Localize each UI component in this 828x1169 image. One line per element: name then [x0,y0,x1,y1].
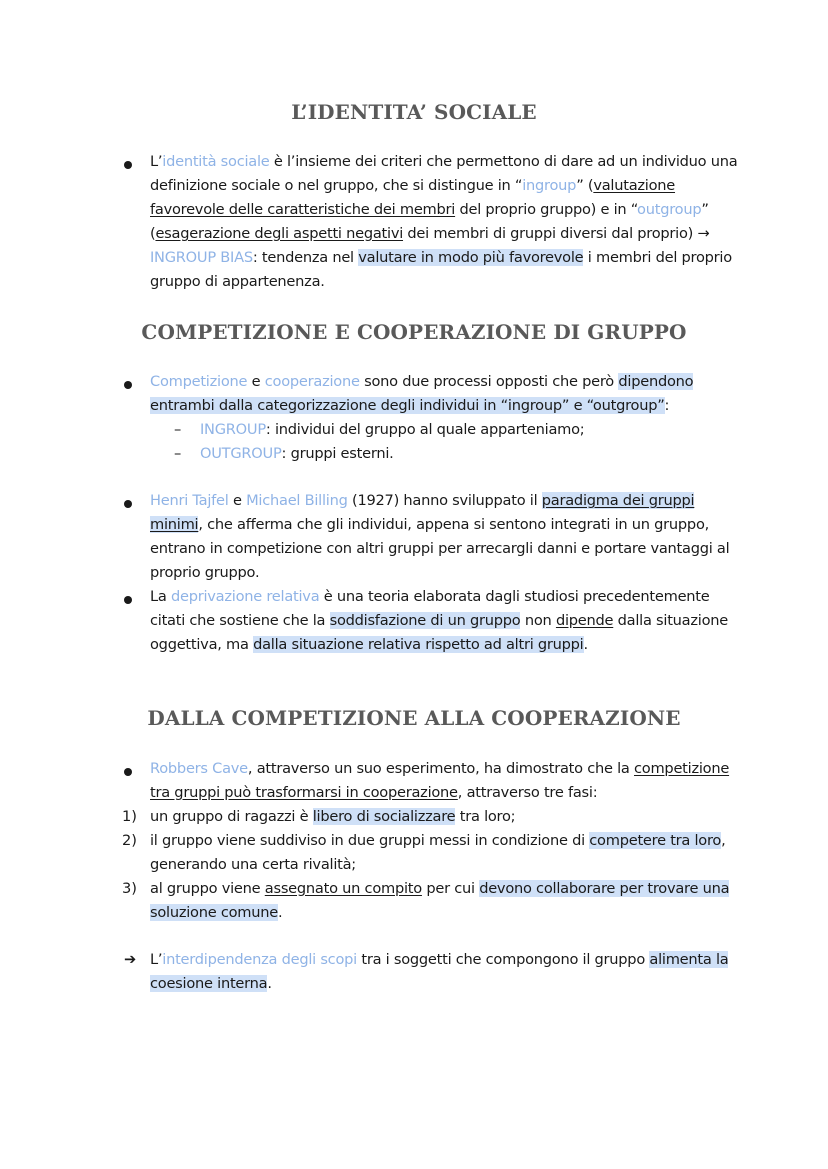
section-title-cooperazione: DALLA COMPETIZIONE ALLA COOPERAZIONE [147,706,681,730]
highlighted-text: devono collaborare per trovare una soluzione comune [150,880,730,921]
text: e [247,373,265,390]
paragraph-gruppi-minimi [150,489,740,585]
arrow-right-icon: ➔ [124,951,137,968]
paragraph-identita-sociale [150,150,740,294]
term-competizione: Competizione [150,373,248,390]
highlighted-text: paradigma dei gruppi minimi [150,492,695,533]
text: (1927) hanno sviluppato il [347,492,542,509]
highlighted-text: dalla situazione relativa rispetto ad altri gruppi [253,636,584,653]
text: tra i soggetti che compongono il gruppo [356,951,650,968]
highlighted-text: valutare in modo più favorevole [358,249,584,266]
term-ingroup-bias: INGROUP BIAS [150,249,253,266]
text: , generando una certa rivalità; [150,832,726,873]
term-identita-sociale: identità sociale [162,153,270,170]
text: , attraverso tre fasi: [457,784,598,801]
term-outgroup: outgroup [637,201,702,218]
text: : individui del gruppo al quale apparteniamo; [265,421,585,438]
highlighted-text: dipendono entrambi dalla categorizzazione degli individui in “ingroup” e “outgroup” [150,373,694,414]
text: , che afferma che gli individui, appena si sentono integrati in un gruppo, entrano in competizione con altri gruppi per arrecargli danni e portare vantaggi al proprio gruppo. [150,516,730,581]
highlighted-text: soddisfazione di un gruppo [329,612,521,629]
text: ” ( [576,177,594,194]
text: tra loro; [455,808,516,825]
text: e [228,492,247,509]
underlined-text: competizione tra gruppi può trasformarsi in cooperazione [150,760,730,801]
text: : [664,397,670,414]
step-number: 2) [122,832,137,849]
underlined-text: esagerazione degli aspetti negativi [155,225,404,242]
bullet-icon [124,601,136,613]
list-item-step-1 [150,805,740,829]
paragraph-robbers-cave [150,757,740,805]
text: è l’insieme dei criteri che permettono di dare ad un individuo una definizione sociale o nel gruppo, che si distingue in “ [150,153,738,194]
section-title-competizione: COMPETIZIONE E COOPERAZIONE DI GRUPPO [141,320,687,344]
bullet-icon [124,386,136,398]
highlighted-text: libero di socializzare [312,808,456,825]
term-henri-tajfel: Henri Tajfel [150,492,229,509]
text: è una teoria elaborata dagli studiosi precedentemente citati che sostiene che la [150,588,710,629]
text: per cui [421,880,480,897]
text: . [278,904,283,921]
term-michael-billing: Michael Billing [246,492,348,509]
text: L’ [150,153,163,170]
text: ” ( [150,201,709,242]
text: un gruppo di ragazzi è [150,808,313,825]
term-robbers-cave: Robbers Cave [150,760,248,777]
text: dei membri di gruppi diversi dal proprio) → [403,225,710,242]
underlined-text: dipende [555,612,614,629]
text: , attraverso un suo esperimento, ha dimostrato che la [247,760,635,777]
text: sono due processi opposti che però [359,373,619,390]
highlighted-text: alimenta la coesione interna [150,951,729,992]
text: . [267,975,272,992]
text: La [150,588,171,605]
highlighted-text: competere tra loro [589,832,722,849]
text: non [520,612,556,629]
section-title-identita: L’IDENTITA’ SOCIALE [291,100,537,124]
paragraph-competizione [150,370,740,418]
text: : gruppi esterni. [281,445,394,462]
text: . [583,636,588,653]
dash-marker: – [174,421,182,438]
bullet-icon [124,166,136,178]
bullet-icon [124,505,136,517]
paragraph-deprivazione [150,585,740,657]
text: il gruppo viene suddiviso in due gruppi messi in condizione di [150,832,590,849]
term-interdipendenza-scopi: interdipendenza degli scopi [162,951,357,968]
step-number: 1) [122,808,137,825]
term-outgroup: OUTGROUP [200,445,282,462]
list-item-step-3 [150,877,740,925]
text: i membri del proprio gruppo di appartenenza. [150,249,732,290]
underlined-text: valutazione favorevole delle caratteristiche dei membri [150,177,676,218]
term-cooperazione: cooperazione [264,373,360,390]
paragraph-interdipendenza [150,948,740,996]
list-item-step-2 [150,829,740,877]
bullet-icon [124,773,136,785]
list-item-ingroup [200,418,740,442]
text: L’ [150,951,163,968]
underlined-text: assegnato un compito [264,880,422,897]
term-ingroup: ingroup [522,177,577,194]
dash-marker: – [174,445,182,462]
list-item-outgroup [200,442,740,466]
text: dalla situazione oggettiva, ma [150,612,728,653]
step-number: 3) [122,880,137,897]
term-deprivazione-relativa: deprivazione relativa [170,588,320,605]
term-ingroup: INGROUP [200,421,266,438]
text: : tendenza nel [252,249,359,266]
text: al gruppo viene [150,880,265,897]
text: del proprio gruppo) e in “ [455,201,638,218]
